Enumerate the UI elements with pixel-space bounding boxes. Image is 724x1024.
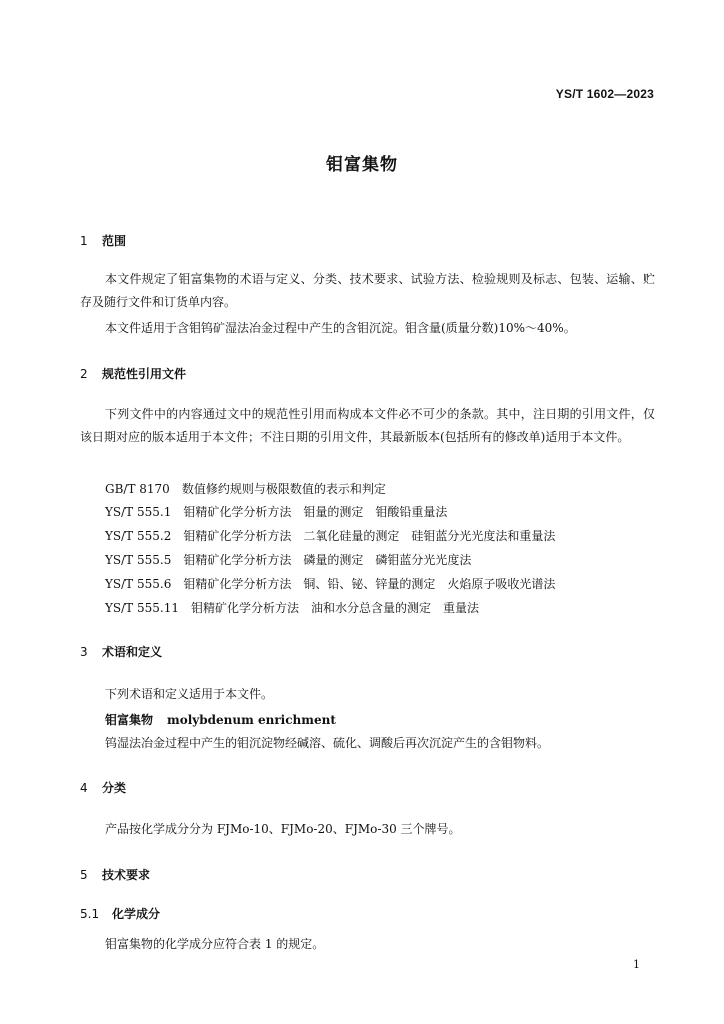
section-title: 范围 bbox=[102, 234, 127, 248]
section-number: 3 bbox=[80, 645, 88, 659]
section-1-heading bbox=[80, 232, 126, 249]
section-number: 5 bbox=[80, 868, 88, 882]
section-title: 术语和定义 bbox=[102, 645, 163, 659]
reference-code: GB/T 8170 bbox=[105, 482, 170, 496]
term-entry bbox=[105, 711, 336, 728]
reference-code: YS/T 555.1 bbox=[105, 505, 172, 519]
section-1-paragraph-2: 本文件适用于含钼钨矿湿法冶金过程中产生的含钼沉淀。钼含量(质量分数)10%～40%。 bbox=[105, 321, 576, 335]
reference-code: YS/T 555.11 bbox=[105, 601, 179, 615]
reference-title: 钼精矿化学分析方法 二氧化硅量的测定 硅钼蓝分光光度法和重量法 bbox=[183, 529, 556, 543]
reference-title: 钼精矿化学分析方法 磷量的测定 磷钼蓝分光光度法 bbox=[183, 553, 472, 567]
section-2-paragraph-1: 下列文件中的内容通过文中的规范性引用而构成本文件必不可少的条款。其中，注日期的引用文件，仅该日期对应的版本适用于本文件；不注日期的引用文件，其最新版本(包括所有的修改单)适用于本文件。 bbox=[80, 407, 655, 444]
reference-line bbox=[105, 599, 479, 616]
section-title: 技术要求 bbox=[102, 868, 151, 882]
section-number: 4 bbox=[80, 781, 88, 795]
document-title: 钼富集物 bbox=[326, 155, 398, 175]
page-number: 1 bbox=[633, 958, 640, 971]
term-english: molybdenum enrichment bbox=[167, 713, 336, 727]
subsection-number: 5.1 bbox=[80, 907, 100, 921]
standard-code: YS/T 1602—2023 bbox=[555, 87, 654, 101]
reference-line bbox=[105, 480, 386, 497]
section-2-heading bbox=[80, 365, 186, 382]
section-4-paragraph-1: 产品按化学成分分为 FJMo-10、FJMo-20、FJMo-30 三个牌号。 bbox=[105, 822, 461, 836]
term-definition: 钨湿法冶金过程中产生的钼沉淀物经碱溶、硫化、调酸后再次沉淀产生的含钼物料。 bbox=[105, 736, 550, 750]
reference-title: 数值修约规则与极限数值的表示和判定 bbox=[181, 482, 386, 496]
reference-line bbox=[105, 503, 447, 520]
section-3-heading bbox=[80, 643, 162, 660]
reference-line bbox=[105, 575, 555, 592]
reference-code: YS/T 555.2 bbox=[105, 529, 172, 543]
reference-line bbox=[105, 551, 471, 568]
section-number: 2 bbox=[80, 367, 88, 381]
section-3-paragraph-1: 下列术语和定义适用于本文件。 bbox=[105, 687, 274, 701]
reference-code: YS/T 555.5 bbox=[105, 553, 172, 567]
subsection-title: 化学成分 bbox=[112, 907, 161, 921]
section-number: 1 bbox=[80, 234, 88, 248]
subsection-5-1-paragraph-1: 钼富集物的化学成分应符合表 1 的规定。 bbox=[105, 937, 325, 951]
section-4-heading bbox=[80, 779, 126, 796]
reference-title: 钼精矿化学分析方法 钼量的测定 钼酸铅重量法 bbox=[183, 505, 448, 519]
section-1-paragraph-1: 本文件规定了钼富集物的术语与定义、分类、技术要求、试验方法、检验规则及标志、包装、运输、贮存及随行文件和订货单内容。 bbox=[80, 272, 655, 309]
subsection-5-1-heading bbox=[80, 905, 160, 922]
reference-title: 钼精矿化学分析方法 油和水分总含量的测定 重量法 bbox=[191, 601, 480, 615]
term-chinese: 钼富集物 bbox=[105, 713, 154, 727]
reference-line bbox=[105, 527, 555, 544]
section-title: 规范性引用文件 bbox=[102, 367, 187, 381]
section-title: 分类 bbox=[102, 781, 127, 795]
reference-title: 钼精矿化学分析方法 铜、铅、铋、锌量的测定 火焰原子吸收光谱法 bbox=[183, 577, 556, 591]
section-5-heading bbox=[80, 866, 150, 883]
reference-code: YS/T 555.6 bbox=[105, 577, 172, 591]
